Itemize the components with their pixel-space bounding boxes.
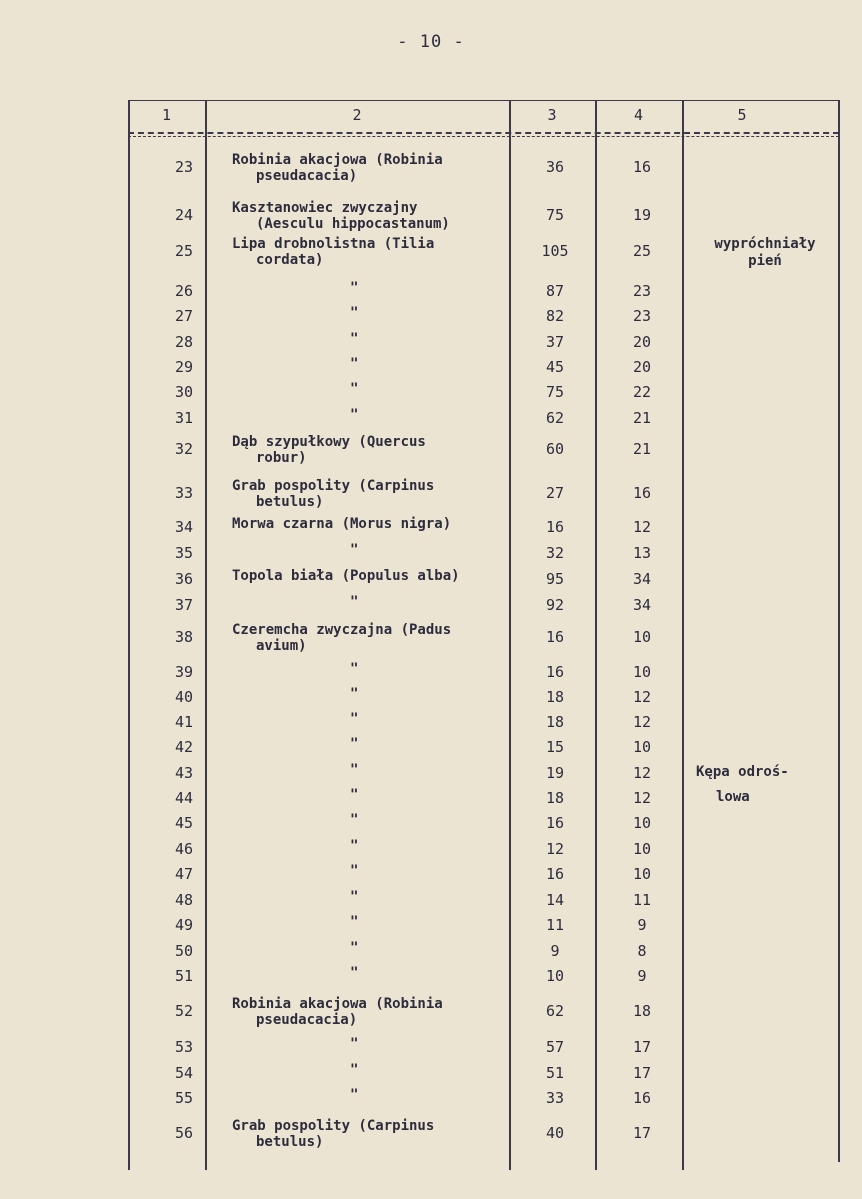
species-name <box>232 152 507 184</box>
tree-number: 35 <box>174 544 193 562</box>
species-line-1: Robinia akacjowa (Robinia <box>232 996 443 1012</box>
species-line-2: (Aesculu hippocastanum) <box>256 216 450 232</box>
height-value: 25 <box>632 242 652 260</box>
tree-number: 52 <box>174 1002 193 1020</box>
species-name <box>232 434 507 466</box>
circumference-value: 27 <box>545 484 565 502</box>
ditto-mark: " <box>350 812 359 828</box>
ditto-mark: " <box>350 965 359 981</box>
ditto-mark: " <box>350 542 359 558</box>
column-header-2: 2 <box>352 106 362 124</box>
circumference-value: 14 <box>545 891 565 909</box>
tree-number: 31 <box>174 409 193 427</box>
species-line-1: Dąb szypułkowy (Quercus <box>232 434 426 450</box>
tree-number: 51 <box>174 967 193 985</box>
species-line-2: robur) <box>256 450 307 466</box>
remark-line: pień <box>748 253 782 269</box>
circumference-value: 92 <box>545 596 565 614</box>
height-value: 10 <box>632 738 652 756</box>
column-header-3: 3 <box>547 106 557 124</box>
height-value: 18 <box>632 1002 652 1020</box>
circumference-value: 62 <box>545 1002 565 1020</box>
species-line-1: Czeremcha zwyczajna (Padus <box>232 622 452 638</box>
tree-number: 42 <box>174 738 193 756</box>
circumference-value: 40 <box>545 1124 565 1142</box>
header-divider <box>128 132 839 134</box>
circumference-value: 10 <box>545 967 565 985</box>
height-value: 23 <box>632 307 652 325</box>
height-value: 10 <box>632 663 652 681</box>
ditto-mark: " <box>350 1036 359 1052</box>
ditto-mark: " <box>350 407 359 423</box>
circumference-value: 51 <box>545 1064 565 1082</box>
height-value: 23 <box>632 282 652 300</box>
ditto-mark: " <box>350 686 359 702</box>
table-top-border <box>128 100 839 101</box>
height-value: 10 <box>632 814 652 832</box>
tree-number: 29 <box>174 358 193 376</box>
circumference-value: 87 <box>545 282 565 300</box>
ditto-mark: " <box>350 762 359 778</box>
species-name <box>232 200 507 232</box>
column-border-3-4 <box>595 100 597 1170</box>
height-value: 34 <box>632 570 652 588</box>
circumference-value: 57 <box>545 1038 565 1056</box>
circumference-value: 32 <box>545 544 565 562</box>
height-value: 34 <box>632 596 652 614</box>
species-line-1: Robinia akacjowa (Robinia <box>232 152 443 168</box>
ditto-mark: " <box>350 711 359 727</box>
column-border-left <box>128 100 130 1170</box>
column-header-1: 1 <box>161 106 172 124</box>
height-value: 17 <box>632 1124 652 1142</box>
height-value: 12 <box>632 789 652 807</box>
column-header-5: 5 <box>737 106 747 124</box>
height-value: 16 <box>632 484 652 502</box>
column-header-4: 4 <box>633 106 644 124</box>
ditto-mark: " <box>350 787 359 803</box>
height-value: 16 <box>632 1089 652 1107</box>
circumference-value: 15 <box>545 738 565 756</box>
tree-number: 33 <box>174 484 193 502</box>
tree-number: 49 <box>174 916 193 934</box>
height-value: 8 <box>637 942 647 960</box>
circumference-value: 62 <box>545 409 565 427</box>
height-value: 16 <box>632 158 652 176</box>
species-name <box>232 236 507 268</box>
tree-number: 54 <box>174 1064 193 1082</box>
height-value: 12 <box>632 688 652 706</box>
ditto-mark: " <box>350 661 359 677</box>
tree-number: 40 <box>174 688 193 706</box>
tree-number: 26 <box>174 282 193 300</box>
ditto-mark: " <box>350 940 359 956</box>
ditto-mark: " <box>350 331 359 347</box>
remark-hollow-trunk <box>690 236 840 270</box>
tree-number: 38 <box>174 628 193 646</box>
species-line-2: avium) <box>256 638 307 654</box>
species-line-1: Grab pospolity (Carpinus <box>232 1118 435 1134</box>
tree-number: 32 <box>174 440 193 458</box>
ditto-mark: " <box>350 305 359 321</box>
tree-number: 28 <box>174 333 193 351</box>
tree-number: 53 <box>174 1038 193 1056</box>
ditto-mark: " <box>350 280 359 296</box>
tree-number: 44 <box>174 789 193 807</box>
tree-number: 36 <box>174 570 193 588</box>
height-value: 20 <box>632 333 652 351</box>
circumference-value: 16 <box>545 865 565 883</box>
remark-line: Kępa odroś- <box>696 764 789 780</box>
circumference-value: 18 <box>545 713 565 731</box>
species-name <box>232 568 507 584</box>
circumference-value: 12 <box>545 840 565 858</box>
circumference-value: 16 <box>545 663 565 681</box>
circumference-value: 75 <box>545 383 565 401</box>
height-value: 9 <box>637 967 647 985</box>
column-border-1-2 <box>205 100 207 1170</box>
ditto-mark: " <box>350 736 359 752</box>
height-value: 13 <box>632 544 652 562</box>
tree-number: 45 <box>174 814 193 832</box>
circumference-value: 36 <box>545 158 565 176</box>
species-line-1: Morwa czarna (Morus nigra) <box>232 516 452 532</box>
circumference-value: 95 <box>545 570 565 588</box>
tree-number: 37 <box>174 596 193 614</box>
circumference-value: 82 <box>545 307 565 325</box>
species-name <box>232 516 507 532</box>
remark-coppice-clump <box>696 760 846 810</box>
circumference-value: 33 <box>545 1089 565 1107</box>
ditto-mark: " <box>350 914 359 930</box>
ditto-mark: " <box>350 863 359 879</box>
height-value: 21 <box>632 409 652 427</box>
height-value: 12 <box>632 764 652 782</box>
circumference-value: 37 <box>545 333 565 351</box>
tree-number: 50 <box>174 942 193 960</box>
height-value: 21 <box>632 440 652 458</box>
species-name <box>232 478 507 510</box>
species-line-2: cordata) <box>256 252 324 268</box>
tree-number: 27 <box>174 307 193 325</box>
circumference-value: 11 <box>545 916 565 934</box>
height-value: 17 <box>632 1064 652 1082</box>
remark-line: wypróchniały <box>714 236 816 252</box>
column-border-2-3 <box>509 100 511 1170</box>
circumference-value: 105 <box>541 242 569 260</box>
ditto-mark: " <box>350 1087 359 1103</box>
remark-line: lowa <box>716 789 750 805</box>
ditto-mark: " <box>350 594 359 610</box>
height-value: 19 <box>632 206 652 224</box>
height-value: 11 <box>632 891 652 909</box>
tree-number: 30 <box>174 383 193 401</box>
circumference-value: 18 <box>545 789 565 807</box>
species-name <box>232 996 507 1028</box>
height-value: 20 <box>632 358 652 376</box>
species-line-2: betulus) <box>256 494 324 510</box>
species-line-2: betulus) <box>256 1134 324 1150</box>
circumference-value: 18 <box>545 688 565 706</box>
tree-number: 48 <box>174 891 193 909</box>
tree-number: 47 <box>174 865 193 883</box>
species-line-1: Grab pospolity (Carpinus <box>232 478 435 494</box>
circumference-value: 16 <box>545 628 565 646</box>
tree-number: 55 <box>174 1089 193 1107</box>
tree-number: 46 <box>174 840 193 858</box>
height-value: 9 <box>637 916 647 934</box>
circumference-value: 16 <box>545 518 565 536</box>
height-value: 12 <box>632 713 652 731</box>
tree-number: 39 <box>174 663 193 681</box>
tree-number: 41 <box>174 713 193 731</box>
page-number: - 10 - <box>397 32 465 52</box>
height-value: 22 <box>632 383 652 401</box>
tree-number: 23 <box>174 158 193 176</box>
ditto-mark: " <box>350 1062 359 1078</box>
header-divider-secondary <box>128 136 839 137</box>
tree-number: 56 <box>174 1124 193 1142</box>
circumference-value: 9 <box>550 942 560 960</box>
species-line-1: Lipa drobnolistna (Tilia <box>232 236 435 252</box>
height-value: 17 <box>632 1038 652 1056</box>
height-value: 10 <box>632 628 652 646</box>
tree-number: 24 <box>174 206 193 224</box>
ditto-mark: " <box>350 381 359 397</box>
tree-number: 25 <box>174 242 193 260</box>
height-value: 10 <box>632 840 652 858</box>
ditto-mark: " <box>350 356 359 372</box>
species-line-1: Kasztanowiec zwyczajny <box>232 200 418 216</box>
species-line-2: pseudacacia) <box>256 168 358 184</box>
circumference-value: 60 <box>545 440 565 458</box>
circumference-value: 19 <box>545 764 565 782</box>
tree-number: 34 <box>174 518 193 536</box>
species-line-1: Topola biała (Populus alba) <box>232 568 460 584</box>
species-line-2: pseudacacia) <box>256 1012 358 1028</box>
species-name <box>232 1118 507 1150</box>
species-name <box>232 622 507 654</box>
height-value: 12 <box>632 518 652 536</box>
circumference-value: 75 <box>545 206 565 224</box>
height-value: 10 <box>632 865 652 883</box>
ditto-mark: " <box>350 889 359 905</box>
circumference-value: 45 <box>545 358 565 376</box>
tree-number: 43 <box>174 764 193 782</box>
ditto-mark: " <box>350 838 359 854</box>
circumference-value: 16 <box>545 814 565 832</box>
